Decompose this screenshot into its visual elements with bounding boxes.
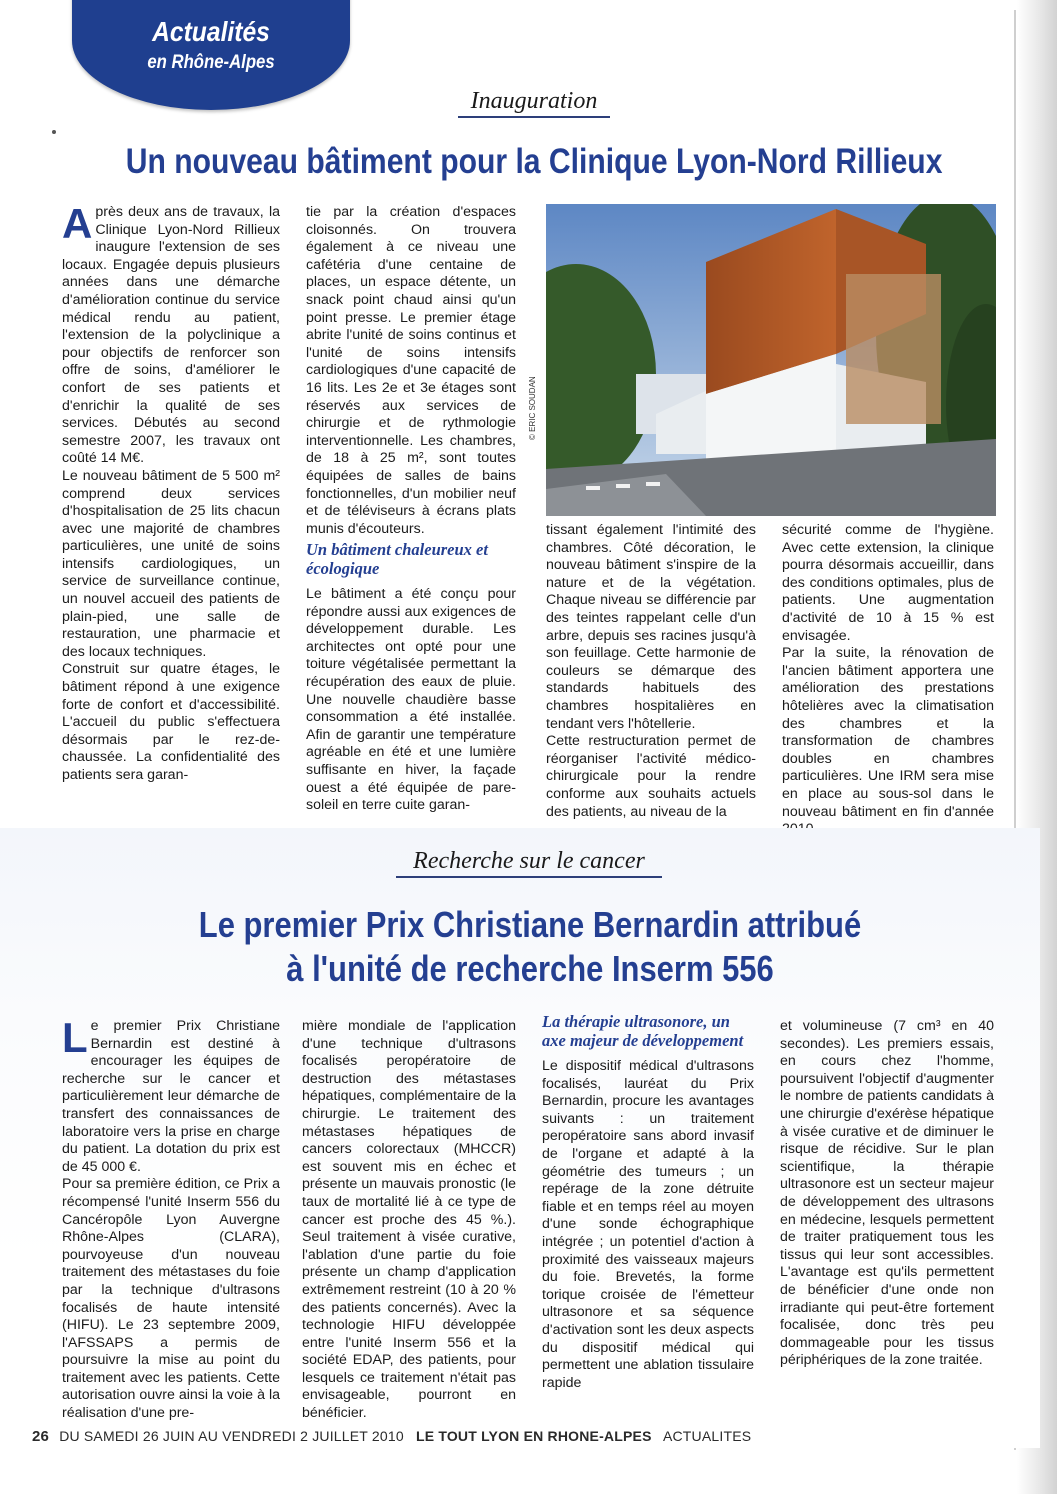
article1-paragraph: Par la suite, la rénovation de l'ancien bâtiment apportera une amélioration des prestations hôtelières avec la climatisation des chambres et la transformation de chambres doubles en chambres particulières. Une IRM sera mise en place au sous-sol dans le nouveau bâtiment en fin d'année	[782, 645, 994, 820]
article1-paragraph: Cette restructuration permet de réorganiser l'activité médico-chirurgicale pour la rendre conforme aux souhaits actuels des patients, au niveau de la	[546, 733, 756, 820]
article2-column-4	[780, 1018, 994, 1370]
article1-subheading: Un bâtiment chaleureux et écologique	[306, 540, 488, 578]
clinic-building-photo	[546, 204, 996, 516]
page-number: 26	[32, 1428, 50, 1445]
building-illustration	[546, 204, 996, 516]
article2-headline-line-1: Le premier Prix Christiane Bernardin attribué	[198, 904, 862, 945]
article2-column-3	[542, 1012, 754, 1392]
publication-name: LE TOUT LYON EN RHONE-ALPES	[415, 1428, 652, 1444]
article1-paragraph: tissant également l'intimité des chambres. Côté décoration, le nouveau bâtiment s'inspire de la nature et de la végétation. Chaque niveau se différencie par des teintes rappelant celle d'un arbre, depuis ses racines jusqu'à son feuillage. Cette harmonie de couleurs se démarque des standards habituels des chambres hospitalières en tendant vers l'hôtellerie.	[546, 522, 756, 732]
article2-column-1	[62, 1014, 280, 1423]
article1-paragraph: tie par la création d'espaces cloisonnés. On trouvera également à ce niveau une cafétéria d'une centaine de places, un espace détente, un snack point chaud ainsi qu'un point presse. Le premier étage abrite l'unité de soins continus et l'unité de soins intensifs cardiologiques d'une capacité de 16 lits. Les 2e et 3e étages sont réservés aux services de chirurgie et de rythmologie interventionnelle. Les chambres, de 18 à 25 m², sont toutes équipées de salles de bains fonctionnelles, d'un mobilier neuf et de téléviseurs à écrans plats munis d'écouteurs.	[306, 204, 516, 537]
dropcap: A	[62, 200, 93, 247]
article1-column-3	[546, 522, 756, 821]
dropcap: L	[62, 1014, 88, 1061]
article1-headline: Un nouveau bâtiment pour la Clinique Lyon-Nord Rillieux	[125, 142, 943, 181]
section-badge-title: Actualités	[152, 16, 270, 47]
article1-paragraph: Après deux ans de travaux, la Clinique Lyon-Nord Rillieux inaugure l'extension de ses locaux. Engagée depuis plusieurs années dans une démarche d'amélioration continue du service médical rendu au patient, l'extension de la polyclinique a pour objectifs de renforcer son offre de soins, d'améliorer le confort de ses patients et d'enrichir la qualité de ses services. Débutés au second semestre 2007, les travaux ont coûté 14 M€.	[62, 200, 280, 467]
article1-paragraph: Le nouveau bâtiment de 5 500 m² comprend deux services d'hospitalisation de 25 lits chacun avec une majorité de chambres particulières, une unité de soins intensifs cardiologiques, un service de surveillance continue, un nouvel accueil des patients de plain-pied, une salle de restauration, une pharmacie et des locaux techniques.	[62, 467, 280, 660]
article2-paragraph: Le dispositif médical d'ultrasons focalisés, lauréat du Prix Bernardin, procure les avantages suivants : un traitement peropératoire sans abord invasif de l'organe et adapté à la géométrie des tumeurs ; un repérage de la zone détruite fiable et en temps réel au moyen d'une sonde échographique intégrée ; un potentiel d'action à proximité des vaisseaux majeurs du foie. Brevetés, la forme torique croisée de l'émetteur ultrasonore et sa séquence d'activation sont les deux aspects du dispositif médical qui permettent une ablation tissulaire rapide	[542, 1058, 754, 1391]
section-badge	[72, 0, 350, 110]
article2-subheading: La thérapie ultrasonore, un axe majeur de développement	[542, 1012, 744, 1050]
article1-paragraph: Construit sur quatre étages, le bâtiment répond à une exigence forte de confort et d'accessibilité. L'accueil du public s'effectuera désormais par le rez-de-chaussée. La confidentialité des patients sera garan-	[62, 661, 280, 783]
article1-column-2-lower	[306, 540, 516, 815]
article2-headline-line-2: à l'unité de recherche Inserm 556	[286, 948, 774, 989]
issue-dates: DU SAMEDI 26 JUIN AU VENDREDI 2 JUILLET 2010	[59, 1428, 404, 1444]
section-name: ACTUALITES	[662, 1428, 752, 1444]
article2-paragraph: Le premier Prix Christiane Bernardin est destiné à encourager les équipes de recherche sur le cancer et particulièrement leur démarche de transfert des connaissances de laboratoire vers la prise en charge du patient. La dotation du prix est de 45 000 €.	[62, 1014, 280, 1175]
scan-speck	[52, 130, 56, 134]
article1-paragraph: sécurité comme de l'hygiène. Avec cette extension, la clinique pourra désormais accueillir, dans des conditions optimales, plus de patients. Une augmentation d'activité de 10 à 15 % est envisagée.	[782, 522, 994, 644]
article1-paragraph: Le bâtiment a été conçu pour répondre aussi aux exigences de développement durable. Les architectes ont opté pour une toiture végétalisée permettant la récupération des eaux de pluie. Une nouvelle chaudière basse consommation a été installée. Afin de garantir une température agréable en été et une lumière suffisante en hiver, la façade ouest a été équipée de pare-soleil en terre cuite garan-	[306, 586, 516, 814]
article1-column-2	[306, 204, 516, 538]
article2-paragraph: mière mondiale de l'application d'une technique d'ultrasons focalisés peropératoire de destruction des métastases hépatiques, complémentaire de la chirurgie. Le traitement des métastases hépatiques de cancers colorectaux (MHCCR) est souvent mis en échec et présente un mauvais pronostic (le taux de mortalité lié à ce type de cancer est proche des 45 %.). Seul traitement à visée curative, l'ablation d'une partie du foie présente un champ d'application extrêmement restreint (10 à 20 % des patients concernés). Avec la technologie HIFU développée entre l'unité Inserm 556 et la société EDAP, des patients, pour lesquels ce traitement n'était pas envisageable, pourront en bénéficier.	[302, 1018, 516, 1422]
page-footer	[32, 1428, 751, 1445]
article1-column-4	[782, 522, 994, 839]
article1-kicker: Inauguration	[458, 88, 610, 115]
article2-paragraph: et volumineuse (7 cm³ en 40 secondes). Les premiers essais, en cours chez l'homme, poursuivent l'objectif d'augmenter le nombre de patients candidats à une chirurgie d'exérèse hépatique à visée curative et de diminuer le risque de récidive. Sur le plan scientifique, la thérapie ultrasonore est un secteur majeur de développement des ultrasons en médecine, lesquels permettent de traiter pratiquement tous les tissus qui leur sont accessibles. L'avantage est qu'ils permettent de bénéficier d'une onde non irradiante qui peut-être fortement focalisée, donc très peu dommageable pour les tissus périphériques de la zone traitée.	[780, 1018, 994, 1369]
section-badge-subtitle: en Rhône-Alpes	[147, 52, 275, 73]
article1-column-1	[62, 200, 280, 785]
article2-column-2	[302, 1018, 516, 1423]
article2-paragraph: Pour sa première édition, ce Prix a récompensé l'unité Inserm 556 du Cancéropôle Lyon Auvergne Rhône-Alpes (CLARA), pourvoyeuse d'un nouveau traitement des métastases du foie par la technique d'ultrasons focalisés de haute intensité (HIFU). Le 23 septembre 2009, l'AFSSAPS a permis de poursuivre la mise au point du traitement avec les patients. Cette autorisation ouvre ainsi la voie à la réalisation d'une pre-	[62, 1176, 280, 1422]
photo-credit: © ERIC SOUDAN	[528, 376, 537, 440]
article2-kicker: Recherche sur le cancer	[396, 848, 662, 875]
